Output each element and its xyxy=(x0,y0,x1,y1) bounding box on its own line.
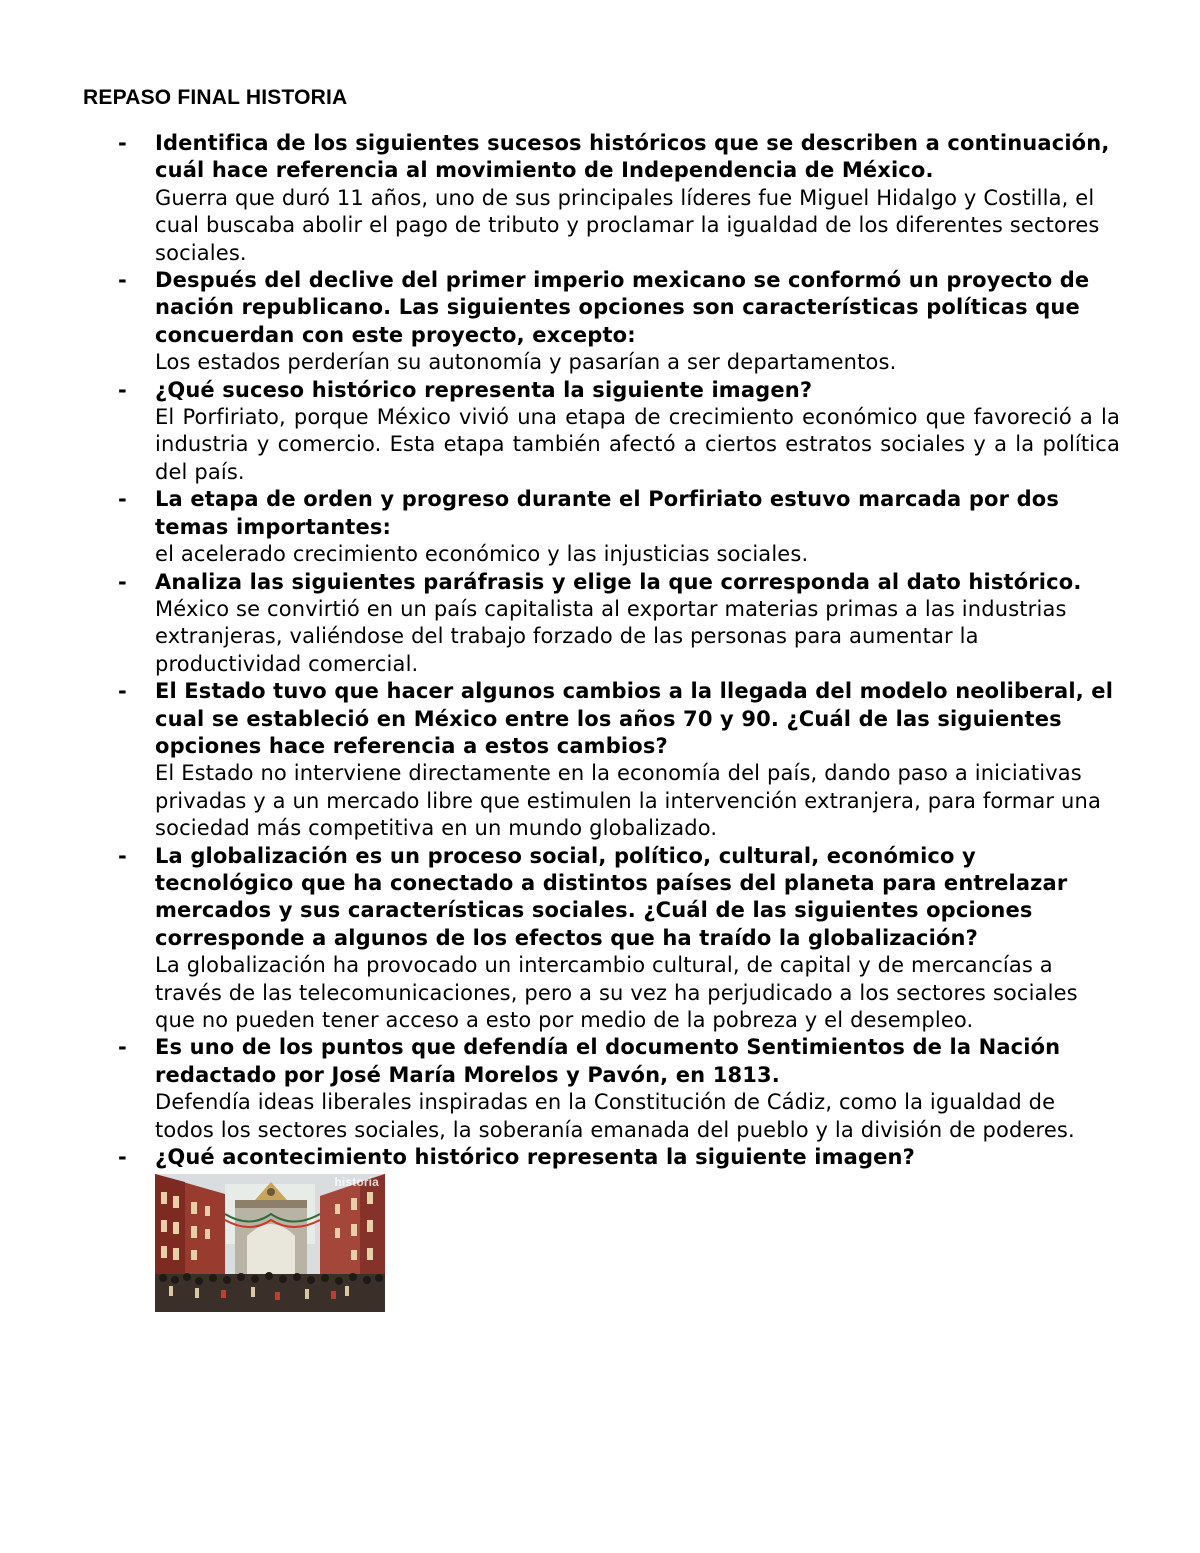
answer-text: Defendía ideas liberales inspiradas en la Constitución de Cádiz, como la igualdad de todos los sectores sociales, la soberanía emanada del pueblo y la división de poderes. xyxy=(155,1090,1075,1142)
historical-painting-image xyxy=(155,1174,385,1312)
bullet-dash: - xyxy=(118,131,127,155)
question-text: Analiza las siguientes paráfrasis y elige la que corresponda al dato histórico. xyxy=(155,569,1082,594)
question-text: La globalización es un proceso social, político, cultural, económico y tecnológico que ha conectado a distintos países del planeta para entrelazar mercados y sus características sociales. ¿Cuál de las siguientes opciones corresponde a algunos de los efectos que ha traído la globalización? xyxy=(155,843,1068,950)
bullet-dash: - xyxy=(118,1145,127,1170)
question-text: La etapa de orden y progreso durante el Porfiriato estuvo marcada por dos temas importantes: xyxy=(155,487,1059,539)
bullet-dash: - xyxy=(118,569,127,594)
question-item xyxy=(0,1144,1120,1312)
document-title: REPASO FINAL HISTORIA xyxy=(83,86,348,109)
question-text: El Estado tuvo que hacer algunos cambios a la llegada del modelo neoliberal, el cual se estableció en México entre los años 70 y 90. ¿Cuál de las siguientes opciones hace referencia a estos cambios? xyxy=(155,679,1114,758)
question-text: Es uno de los puntos que defendía el documento Sentimientos de la Nación redactado por José María Morelos y Pavón, en 1813. xyxy=(155,1035,1061,1087)
question-item xyxy=(0,1034,1120,1144)
bullet-dash: - xyxy=(118,268,127,293)
question-item xyxy=(0,678,1120,842)
answer-text: el acelerado crecimiento económico y las injusticias sociales. xyxy=(155,542,809,567)
bullet-dash: - xyxy=(118,1035,127,1060)
question-item xyxy=(0,843,1120,1035)
answer-text: El Porfiriato, porque México vivió una etapa de crecimiento económico que favoreció a la industria y comercio. Esta etapa también afectó a ciertos estratos sociales y a la política del país. xyxy=(155,405,1120,484)
answer-text: La globalización ha provocado un intercambio cultural, de capital y de mercancías a través de las telecomunicaciones, pero a su vez ha perjudicado a los sectores sociales que no pueden tener acceso a esto por medio de la pobreza y el desempleo. xyxy=(155,953,1078,1032)
bullet-dash: - xyxy=(118,487,127,512)
answer-text: El Estado no interviene directamente en la economía del país, dando paso a iniciativas privadas y a un mercado libre que estimulen la intervención extranjera, para formar una sociedad más competitiva en un mundo globalizado. xyxy=(155,761,1101,841)
question-text: ¿Qué suceso histórico representa la siguiente imagen? xyxy=(155,377,813,402)
question-text: ¿Qué acontecimiento histórico representa la siguiente imagen? xyxy=(155,1145,915,1170)
bullet-dash: - xyxy=(118,679,127,704)
answer-text: México se convirtió en un país capitalista al exportar materias primas a las industrias extranjeras, valiéndose del trabajo forzado de las personas para aumentar la productividad comercial. xyxy=(155,596,1067,676)
question-item xyxy=(0,486,1120,568)
answer-text: Los estados perderían su autonomía y pasarían a ser departamentos. xyxy=(155,350,897,375)
question-item xyxy=(0,130,1120,267)
bullet-dash: - xyxy=(118,843,127,868)
question-item xyxy=(0,267,1120,377)
question-item xyxy=(0,377,1120,487)
question-text: Identifica de los siguientes sucesos históricos que se describen a continuación, cuál hace referencia al movimiento de Independencia de México. xyxy=(155,131,1110,183)
question-list xyxy=(0,130,1200,1312)
image-watermark: historia xyxy=(334,1175,379,1190)
question-text: Después del declive del primer imperio mexicano se conformó un proyecto de nación republicano. Las siguientes opciones son características políticas que concuerdan con este proyecto, excepto: xyxy=(155,268,1090,347)
answer-text: Guerra que duró 11 años, uno de sus principales líderes fue Miguel Hidalgo y Costilla, el cual buscaba abolir el pago de tributo y proclamar la igualdad de los diferentes sectores sociales. xyxy=(155,185,1100,265)
question-item xyxy=(0,569,1120,679)
bullet-dash: - xyxy=(118,377,127,402)
